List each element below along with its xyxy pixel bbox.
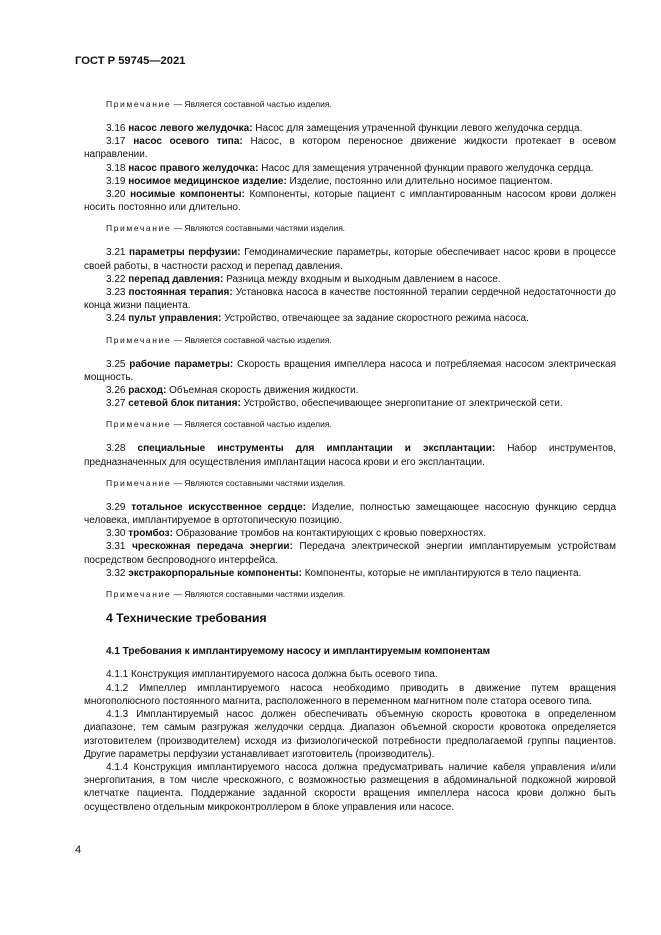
definition-3.24 xyxy=(84,312,616,325)
definition-3.23 xyxy=(84,286,616,312)
note xyxy=(84,223,616,234)
definition-3.30 xyxy=(84,527,616,540)
definition-term: насос левого желудочка: xyxy=(128,123,253,134)
note xyxy=(84,589,616,600)
document-body xyxy=(84,90,616,814)
definition-number: 3.25 xyxy=(106,358,126,370)
definition-term: параметры перфузии: xyxy=(129,247,241,259)
note-label: Примечание xyxy=(106,334,172,345)
definition-text: Устройство, отвечающее за задание скоростного режима насоса. xyxy=(221,313,529,325)
definition-term: сетевой блок питания: xyxy=(128,398,241,410)
note-text: — Является составной частью изделия. xyxy=(171,419,332,430)
definition-term: тотальное искусственное сердце: xyxy=(131,501,306,513)
definition-number: 3.24 xyxy=(106,313,126,325)
definition-number: 3.29 xyxy=(106,501,126,513)
definition-number: 3.22 xyxy=(106,273,126,285)
definition-term: пульт управления: xyxy=(128,313,222,325)
definition-3.17 xyxy=(84,135,616,161)
definition-term: носимое медицинское изделие: xyxy=(128,175,287,187)
definition-number: 3.31 xyxy=(106,541,126,553)
definition-number: 3.23 xyxy=(106,287,126,299)
definition-term: перепад давления: xyxy=(128,273,224,285)
definition-text: Компоненты, которые не имплантируются в тело пациента. xyxy=(301,567,582,579)
definition-3.16 xyxy=(84,122,616,135)
definition-3.21 xyxy=(84,246,616,272)
definition-number: 3.20 xyxy=(106,189,126,201)
definition-term: рабочие параметры: xyxy=(129,358,234,370)
definition-term: насос правого желудочка: xyxy=(128,162,259,174)
definition-term: тромбоз: xyxy=(128,528,173,540)
definition-term: постоянная терапия: xyxy=(128,287,233,299)
definition-3.27 xyxy=(84,397,616,410)
definition-text: Насос для замещения утраченной функции правого желудочка сердца. xyxy=(258,162,594,174)
definition-3.32 xyxy=(84,567,616,580)
definition-3.18 xyxy=(84,162,616,175)
definition-text: Устройство, обеспечивающее энергопитание от электрической сети. xyxy=(240,398,563,410)
note xyxy=(84,478,616,489)
definition-number: 3.26 xyxy=(106,385,126,397)
note-label: Примечание xyxy=(106,589,172,600)
definition-number: 3.27 xyxy=(106,398,126,410)
definition-term: специальные инструменты для имплантации и эксплантации: xyxy=(137,443,496,455)
page-number: 4 xyxy=(75,844,82,856)
definition-number: 3.16 xyxy=(106,123,126,134)
definition-number: 3.17 xyxy=(106,136,126,148)
definition-text: Изделие, постоянно или длительно носимое пациентом. xyxy=(286,175,553,187)
note-label: Примечание xyxy=(106,477,172,488)
definition-3.20 xyxy=(84,188,616,214)
definition-number: 3.19 xyxy=(106,175,126,187)
definition-text: Компоненты, которые пациент с имплантированным насосом крови должен носить постоянно или длительно. xyxy=(84,189,616,214)
definition-text: Скорость вращения импеллера насоса и потребляемая насосом электрическая мощность. xyxy=(84,358,616,383)
definition-number: 3.28 xyxy=(106,443,126,455)
definition-3.28 xyxy=(84,442,616,468)
definition-term: носимые компоненты: xyxy=(130,189,245,201)
definition-text: Передача электрической энергии имплантируемым устройствам посредством беспроводного интерфейса. xyxy=(84,541,616,566)
note-text: — Является составной частью изделия. xyxy=(171,334,332,345)
paragraph: 4.1.4 Конструкция имплантируемого насоса должна предусматривать наличие кабеля управления и/или энергопитания, в том числе чрескожного, с возможностью размещения в абдоминальной подкожной жировой клетчатке пациента. Поддержание заданной скорости вращения импеллера насоса крови должно быть осуществлено отдельным микроконтроллером в блоке управления или насосе. xyxy=(84,761,616,813)
note-label: Примечание xyxy=(106,99,172,109)
note-label: Примечание xyxy=(106,419,172,430)
paragraph: 4.1.2 Импеллер имплантируемого насоса необходимо приводить в движение путем вращения многополюсного постоянного магнита, расположенного в переменном магнитном поле статора осевого типа. xyxy=(84,682,616,707)
definition-text: Установка насоса в качестве постоянной терапии сердечной недостаточности до конца жизни пациента. xyxy=(84,287,616,312)
definition-3.26 xyxy=(84,384,616,397)
definition-3.19 xyxy=(84,175,616,188)
note xyxy=(84,419,616,430)
subsection-heading: 4.1 Требования к имплантируемому насосу и имплантируемым компонентам xyxy=(106,646,491,658)
paragraph: 4.1.1 Конструкция имплантируемого насоса должна быть осевого типа. xyxy=(106,669,438,681)
definition-text: Набор инструментов, предназначенных для осуществления имплантации насоса крови и его эксплантации. xyxy=(84,443,616,468)
definition-number: 3.21 xyxy=(106,247,126,259)
definition-3.31 xyxy=(84,540,616,566)
definition-number: 3.30 xyxy=(106,528,126,540)
definition-term: расход: xyxy=(128,385,167,397)
document-header: ГОСТ Р 59745—2021 xyxy=(75,55,186,67)
note xyxy=(84,99,616,110)
definition-number: 3.18 xyxy=(106,162,126,174)
definition-3.29 xyxy=(84,501,616,527)
note-text: — Являются составными частями изделия. xyxy=(171,477,346,488)
note xyxy=(84,335,616,346)
definition-text: Образование тромбов на контактирующих с кровью поверхностях. xyxy=(172,528,487,540)
section-heading: 4 Технические требования xyxy=(106,611,267,626)
definition-text: Разница между входным и выходным давлением в насосе. xyxy=(223,273,501,285)
definition-3.22 xyxy=(84,273,616,286)
note-text: — Являются составными частями изделия. xyxy=(171,589,346,600)
note-text: — Является составной частью изделия. xyxy=(171,99,332,109)
definition-term: экстракорпоральные компоненты: xyxy=(128,567,302,579)
definition-text: Объемная скорость движения жидкости. xyxy=(166,385,359,397)
definition-term: насос осевого типа: xyxy=(133,136,243,148)
definition-text: Изделие, полностью замещающее насосную функцию сердца человека, имплантируемое в ортотопическую позицию. xyxy=(84,501,617,527)
note-text: — Являются составными частями изделия. xyxy=(171,223,346,234)
definition-number: 3.32 xyxy=(106,567,126,579)
note-label: Примечание xyxy=(106,223,172,234)
definition-text: Гемодинамические параметры, которые обеспечивает насос крови в процессе своей работы, в частности расход и перепад давления. xyxy=(84,247,616,272)
definition-text: Насос для замещения утраченной функции левого желудочка сердца. xyxy=(252,123,583,134)
definition-term: чрескожная передача энергии: xyxy=(132,541,293,553)
definition-text: Насос, в котором переносное движение жидкости протекает в осевом направлении. xyxy=(84,136,617,161)
definition-3.25 xyxy=(84,358,616,384)
paragraph: 4.1.3 Имплантируемый насос должен обеспечивать объемную скорость кровотока в определенном диапазоне, тем самым разгружая желудочки сердца. Диапазон объемной скорости кровотока определяется изготовителем (производителем) исходя из физиологической потребности предполагаемой группы пациентов. Другие параметры перфузии устанавливает изготовитель (производитель). xyxy=(84,709,616,760)
